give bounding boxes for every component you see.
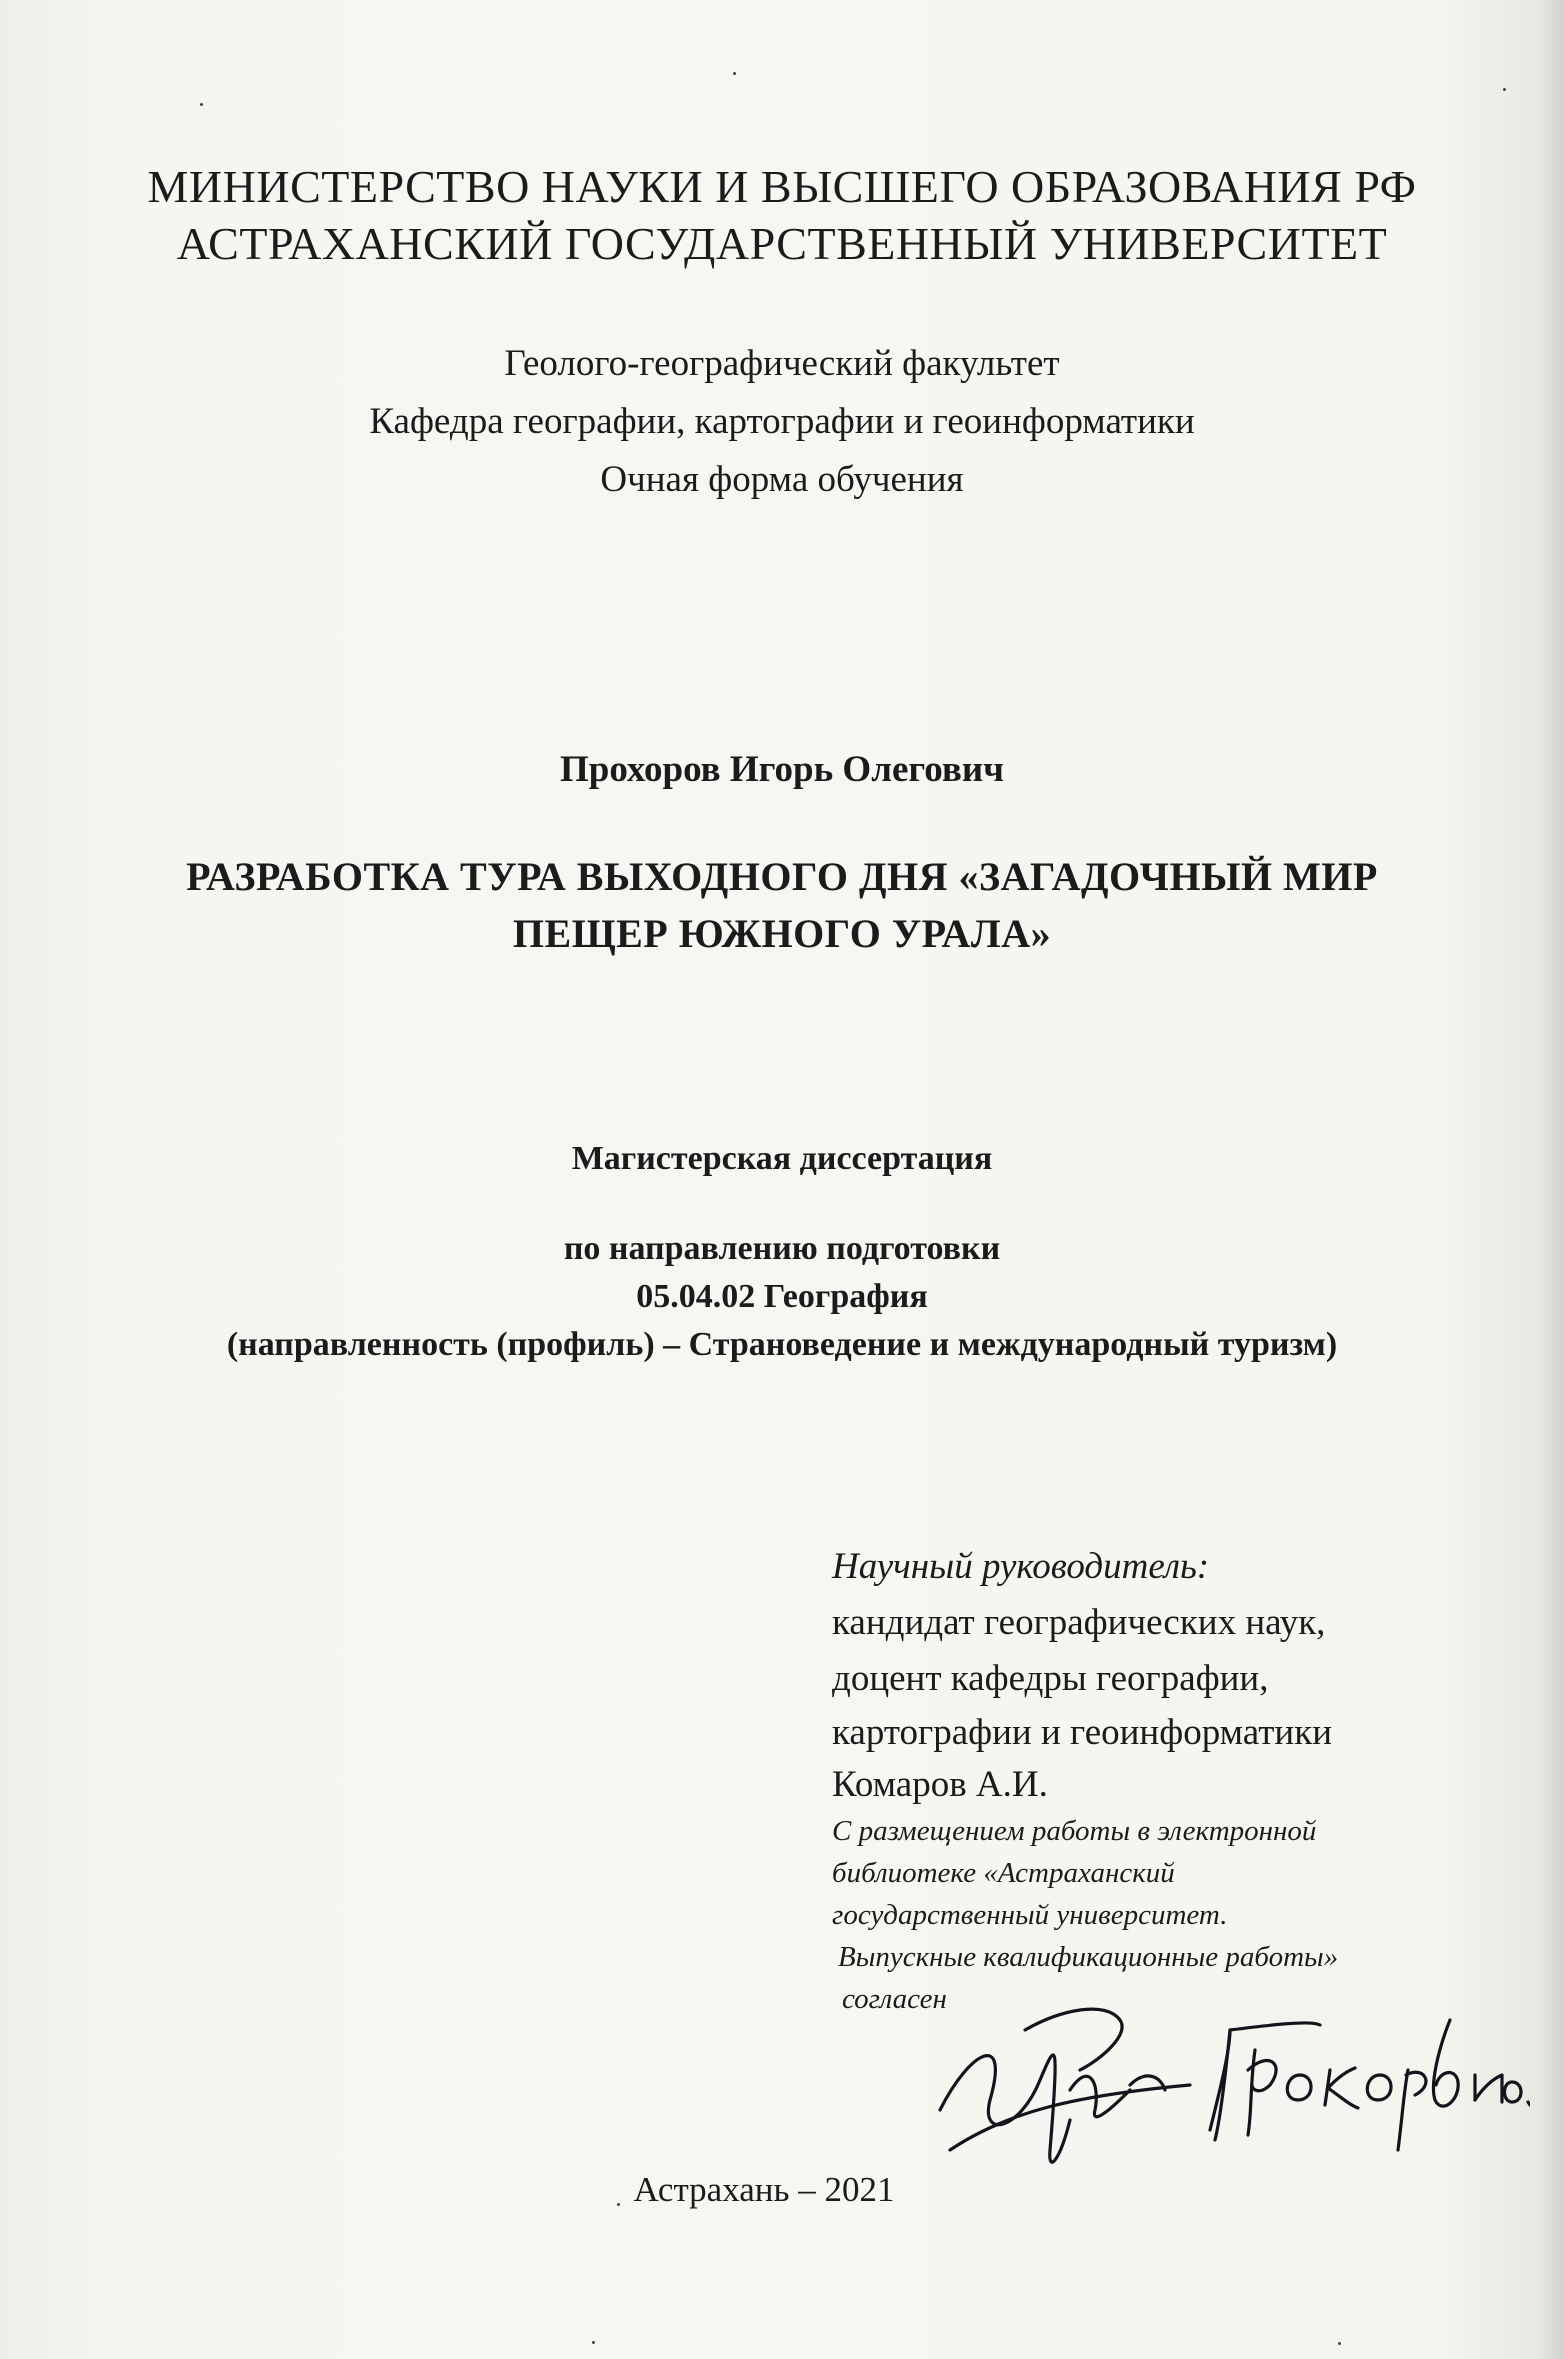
supervisor-department: картографии и геоинформатики	[832, 1712, 1333, 1753]
supervisor-degree: кандидат географических наук,	[832, 1602, 1326, 1643]
supervisor-block	[832, 1545, 1392, 1805]
consent-line2: библиотеке «Астраханский	[832, 1857, 1175, 1889]
scan-speck	[200, 103, 203, 106]
thesis-title-line1: РАЗРАБОТКА ТУРА ВЫХОДНОГО ДНЯ «ЗАГАДОЧНЫЙ МИР	[186, 854, 1378, 899]
scan-speck	[592, 2341, 595, 2344]
supervisor-position: доцент кафедры географии,	[832, 1658, 1269, 1699]
department-name: Кафедра географии, картографии и геоинформатики	[369, 401, 1195, 442]
consent-line1: С размещением работы в электронной	[832, 1815, 1317, 1847]
scan-speck	[1503, 88, 1506, 91]
consent-block	[832, 1815, 1452, 2015]
supervisor-heading: Научный руководитель:	[832, 1546, 1210, 1587]
city-year: Астрахань – 2021	[633, 2170, 895, 2209]
faculty-name: Геолого-географический факультет	[504, 343, 1060, 384]
scan-speck	[733, 72, 736, 75]
work-type: Магистерская диссертация	[571, 1140, 993, 1177]
study-form: Очная форма обучения	[600, 459, 964, 500]
consent-line5: согласен	[842, 1983, 947, 2015]
thesis-title-line2: ПЕЩЕР ЮЖНОГО УРАЛА»	[512, 911, 1052, 956]
university-heading: АСТРАХАНСКИЙ ГОСУДАРСТВЕННЫЙ УНИВЕРСИТЕТ	[176, 218, 1388, 269]
supervisor-name: Комаров А.И.	[832, 1764, 1048, 1805]
handwritten-signature	[930, 1990, 1530, 2190]
author-name: Прохоров Игорь Олегович	[559, 749, 1005, 790]
consent-line4: Выпускные квалификационные работы»	[838, 1941, 1339, 1973]
consent-line3: государственный университет.	[832, 1899, 1228, 1931]
direction-line1: по направлению подготовки	[563, 1230, 1001, 1267]
scan-speck	[1338, 2342, 1341, 2345]
ministry-heading: МИНИСТЕРСТВО НАУКИ И ВЫСШЕГО ОБРАЗОВАНИЯ РФ	[147, 161, 1417, 212]
direction-code: 05.04.02 География	[636, 1278, 928, 1315]
direction-profile: (направленность (профиль) – Страноведение и международный туризм)	[226, 1326, 1338, 1363]
